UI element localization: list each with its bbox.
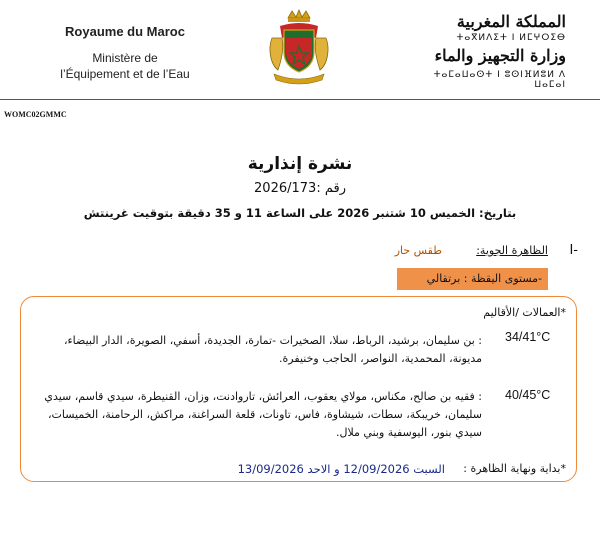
fr-ministry-line1: Ministère de [92, 51, 158, 65]
regions-label: *العمالات /الأقاليم [483, 306, 566, 319]
bulletin-title: نشرة إنذارية [247, 154, 353, 174]
vigilance-level-text: -مستوى اليقظة : برتقالي [426, 272, 542, 285]
morocco-coat-of-arms-icon [264, 8, 334, 88]
fr-kingdom-name: Royaume du Maroc [65, 24, 185, 39]
bulletin-date: بتاريخ: الخميس 10 شتنبر 2026 على الساعة 11 و 35 دقيقة بتوقيت غرينتش [83, 206, 517, 220]
tz-ministry-name: ⵜⴰⵎⴰⵡⴰⵙⵜ ⵏ ⵓⵙⵏⴼⵍⵓⵍ ⴷ ⵡⴰⵎⴰⵏ [433, 70, 566, 90]
emblem-drawing [264, 8, 334, 88]
temperature-range: 34/41°C [505, 330, 551, 344]
document-code: WOMC02GMMC [4, 110, 67, 119]
ar-kingdom-name: المملكة المغربية [456, 12, 566, 31]
tz-kingdom-name: ⵜⴰⴳⵍⴷⵉⵜ ⵏ ⵍⵎⵖⵔⵉⴱ [456, 33, 566, 43]
fr-ministry-line2: l’Équipement et de l’Eau [60, 67, 190, 81]
period-value: السبت 12/09/2026 و الاحد 13/09/2026 [237, 462, 445, 476]
phenomenon-label: الظاهرة الجوية: [476, 244, 548, 257]
header-divider [0, 99, 600, 100]
period-label: *بداية ونهاية الظاهرة : [463, 462, 566, 475]
phenomenon-value: طقس حار [394, 244, 442, 257]
temperature-range: 40/45°C [505, 388, 551, 402]
affected-regions-list: : فقيه بن صالح، مكناس، مولاي يعقوب، العرائش، تاروادنت، وزان، القنيطرة، سيدي قاسم، سيدي سليمان، خريبكة، سطات، شيشاوة، فاس، تاونات، قلعة السراغنة، مراكش، الرحامنة، الخميسات، سيدي بنور، اليوسفية وبني ملال. [44, 390, 482, 439]
section-number: I- [569, 243, 578, 258]
ar-ministry-name: وزارة التجهيز والماء [434, 46, 566, 65]
bulletin-number: رقم :2026/173 [254, 181, 346, 196]
affected-regions-list: : بن سليمان، برشيد، الرباط، سلا، الصخيرات -تمارة، الجديدة، أسفي، الصويرة، الدار البيضاء، مديونة، المحمدية، النواصر، الحاجب وخنيفرة. [63, 334, 482, 365]
fr-ministry-name [40, 50, 210, 82]
